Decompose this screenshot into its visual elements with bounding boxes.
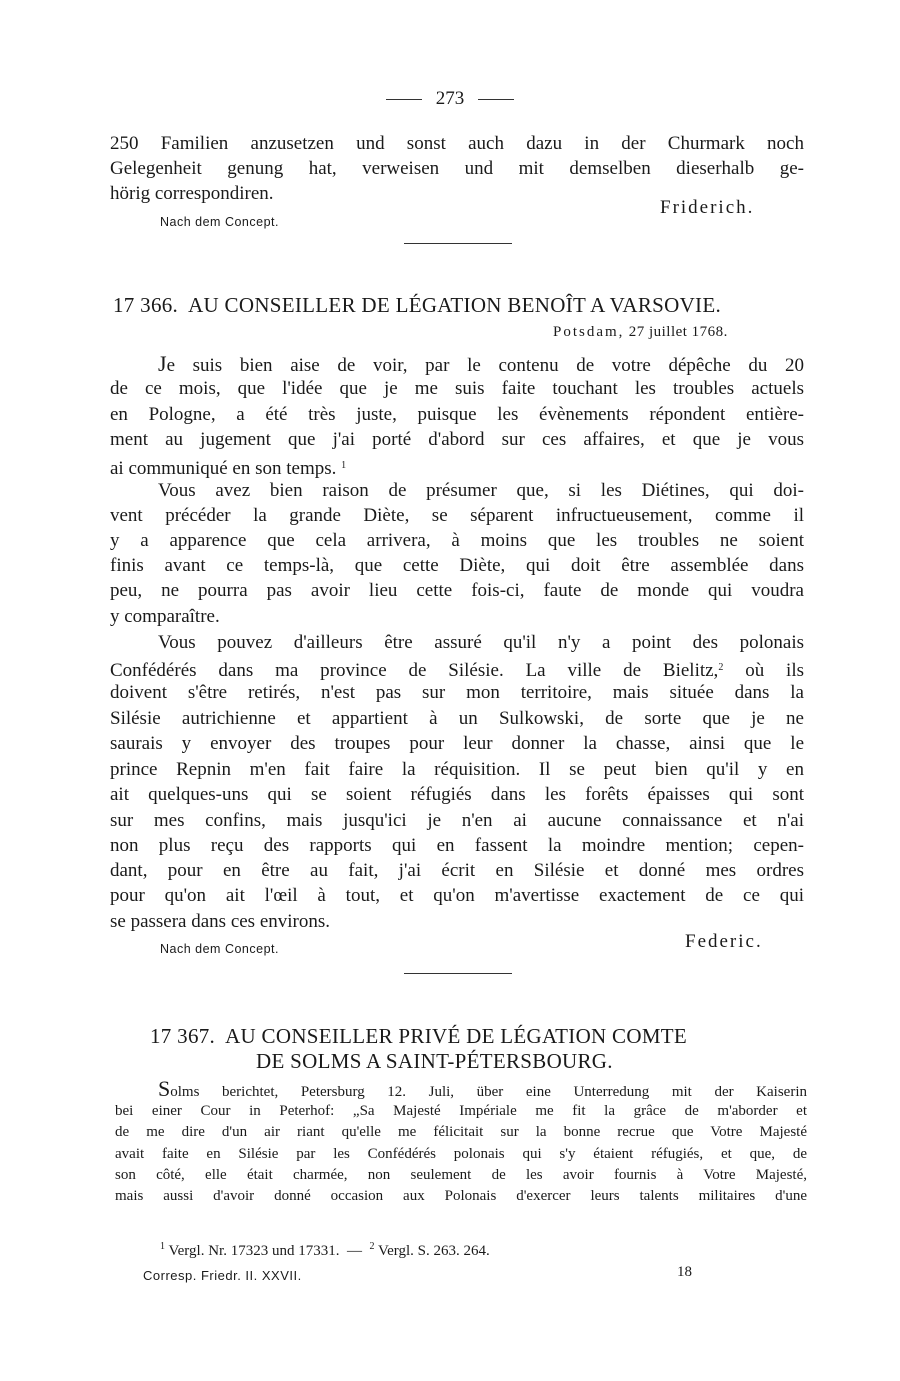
- text-line: de ce mois, que l'idée que je me suis faite touchant les troubles actuels: [110, 378, 804, 399]
- text-line: sur mes confins, mais jusqu'ici je n'en ai aucune connaissance et n'ai: [110, 810, 804, 831]
- letter-place: Potsdam,: [553, 324, 625, 340]
- sheet-number: 18: [677, 1264, 692, 1280]
- text-line: prince Repnin m'en fait faire la réquisition. Il se peut bien qu'il y en: [110, 759, 804, 780]
- text-line: finis avant ce temps-là, que cette Diète, qui doit être assemblée dans: [110, 555, 804, 576]
- text-line: doivent s'être retirés, n'est pas sur mon territoire, mais située dans la: [110, 682, 804, 703]
- text-line: non plus reçu des rapports qui en fassent la moindre mention; cepen-: [110, 835, 804, 856]
- footnotes: [160, 1241, 490, 1260]
- text-line: ment au jugement que j'ai porté d'abord sur ces affaires, et que je vous: [110, 429, 804, 450]
- footnote-ref: 2: [718, 662, 724, 673]
- letter-title: AU CONSEILLER PRIVÉ DE LÉGATION COMTE: [225, 1024, 688, 1048]
- page-number-value: 273: [435, 88, 465, 109]
- text-line: son côté, elle était charmée, non seulement de les avoir fournis à Votre Majesté,: [115, 1167, 807, 1183]
- page-number: [0, 88, 900, 110]
- letter-title-continued: DE SOLMS A SAINT-PÉTERSBOURG.: [256, 1049, 613, 1073]
- text-line: Gelegenheit genung hat, verweisen und mit demselben dieserhalb ge-: [110, 158, 804, 179]
- text-line: vent précéder la grande Diète, se séparent infructueusement, comme il: [110, 505, 804, 526]
- text-line: ait quelques-uns qui se soient réfugiés dans les forêts épaisses qui sont: [110, 784, 804, 805]
- text-line: avait faite en Silésie par les Confédérés polonais qui s'y étaient réfugiés, et que, de: [115, 1146, 807, 1162]
- drop-cap: S: [158, 1076, 171, 1101]
- text-line: pour qu'on ait l'œil à tout, et qu'on m'avertisse exactement de ce qui: [110, 885, 804, 906]
- letter-heading: [150, 1024, 687, 1049]
- page-number-dash-right: [478, 99, 514, 100]
- text-line: se passera dans ces environs.: [110, 911, 331, 932]
- text-line: dant, pour en être au fait, j'ai écrit en Silésie et donné mes ordres: [110, 860, 804, 881]
- text-line: Je suis bien aise de voir, par le contenu de votre dépêche du 20: [158, 351, 804, 376]
- footnote-separator: —: [346, 1243, 362, 1259]
- section-divider: [404, 243, 512, 244]
- letter-title: AU CONSEILLER DE LÉGATION BENOÎT A VARSOVIE.: [188, 293, 722, 317]
- page-number-dash-left: [386, 99, 422, 100]
- text-line: saurais y envoyer des troupes pour leur donner la chasse, ainsi que le: [110, 733, 804, 754]
- letter-heading: [113, 293, 721, 318]
- text-line: en Pologne, a été très juste, puisque les évènements répondent entière-: [110, 404, 804, 425]
- source-note: Nach dem Concept.: [160, 215, 279, 229]
- text-line: 250 Familien anzusetzen und sonst auch dazu in der Churmark noch: [110, 133, 804, 154]
- letter-number: 17 367.: [150, 1024, 216, 1048]
- text-line: de me dire d'un air riant qu'elle me félicitait sur la bonne recrue que Votre Majesté: [115, 1124, 807, 1140]
- signature: Federic.: [685, 931, 763, 952]
- text-line: mais aussi d'avoir donné occasion aux Polonais d'exercer leurs talents militaires d'une: [115, 1188, 807, 1204]
- text-line: ai communiqué en son temps. $^1$: [110, 458, 347, 479]
- letter-date-value: 27 juillet 1768.: [628, 324, 728, 340]
- text-line: y comparaître.: [110, 606, 220, 627]
- footnote-2: Vergl. S. 263. 264.: [377, 1243, 490, 1259]
- text-line: y a apparence que cela arrivera, à moins que les troubles ne soient: [110, 530, 804, 551]
- drop-cap: J: [158, 351, 167, 376]
- text-line: Vous avez bien raison de présumer que, si les Diétines, qui doi-: [158, 480, 804, 501]
- letter-date: [553, 324, 728, 341]
- text-line: peu, ne pourra pas avoir lieu cette fois-ci, faute de monde qui voudra: [110, 580, 804, 601]
- footnote-mark: 1: [160, 1241, 165, 1252]
- footnote-mark: 2: [369, 1241, 375, 1252]
- text-line: Vous pouvez d'ailleurs être assuré qu'il n'y a point des polonais: [158, 632, 804, 653]
- letter-number: 17 366.: [113, 293, 179, 317]
- text-line: hörig correspondiren.: [110, 183, 274, 204]
- signature-mark: Corresp. Friedr. II. XXVII.: [143, 1268, 302, 1283]
- text-line: Silésie autrichienne et appartient à un Sulkowski, de sorte que je ne: [110, 708, 804, 729]
- section-divider: [404, 973, 512, 974]
- text-line: Solms berichtet, Petersburg 12. Juli, über eine Unterredung mit der Kaiserin: [158, 1076, 807, 1101]
- footnote-1: Vergl. Nr. 17323 und 17331.: [168, 1243, 340, 1259]
- text-line: Confédérés dans ma province de Silésie. La ville de Bielitz,$^2$ où ils: [110, 660, 805, 681]
- text-line: bei einer Cour in Peterhof: „Sa Majesté Impériale me fit la grâce de m'aborder et: [115, 1103, 807, 1119]
- signature: Friderich.: [660, 197, 755, 218]
- footnote-ref: 1: [341, 460, 347, 471]
- source-note: Nach dem Concept.: [160, 942, 279, 956]
